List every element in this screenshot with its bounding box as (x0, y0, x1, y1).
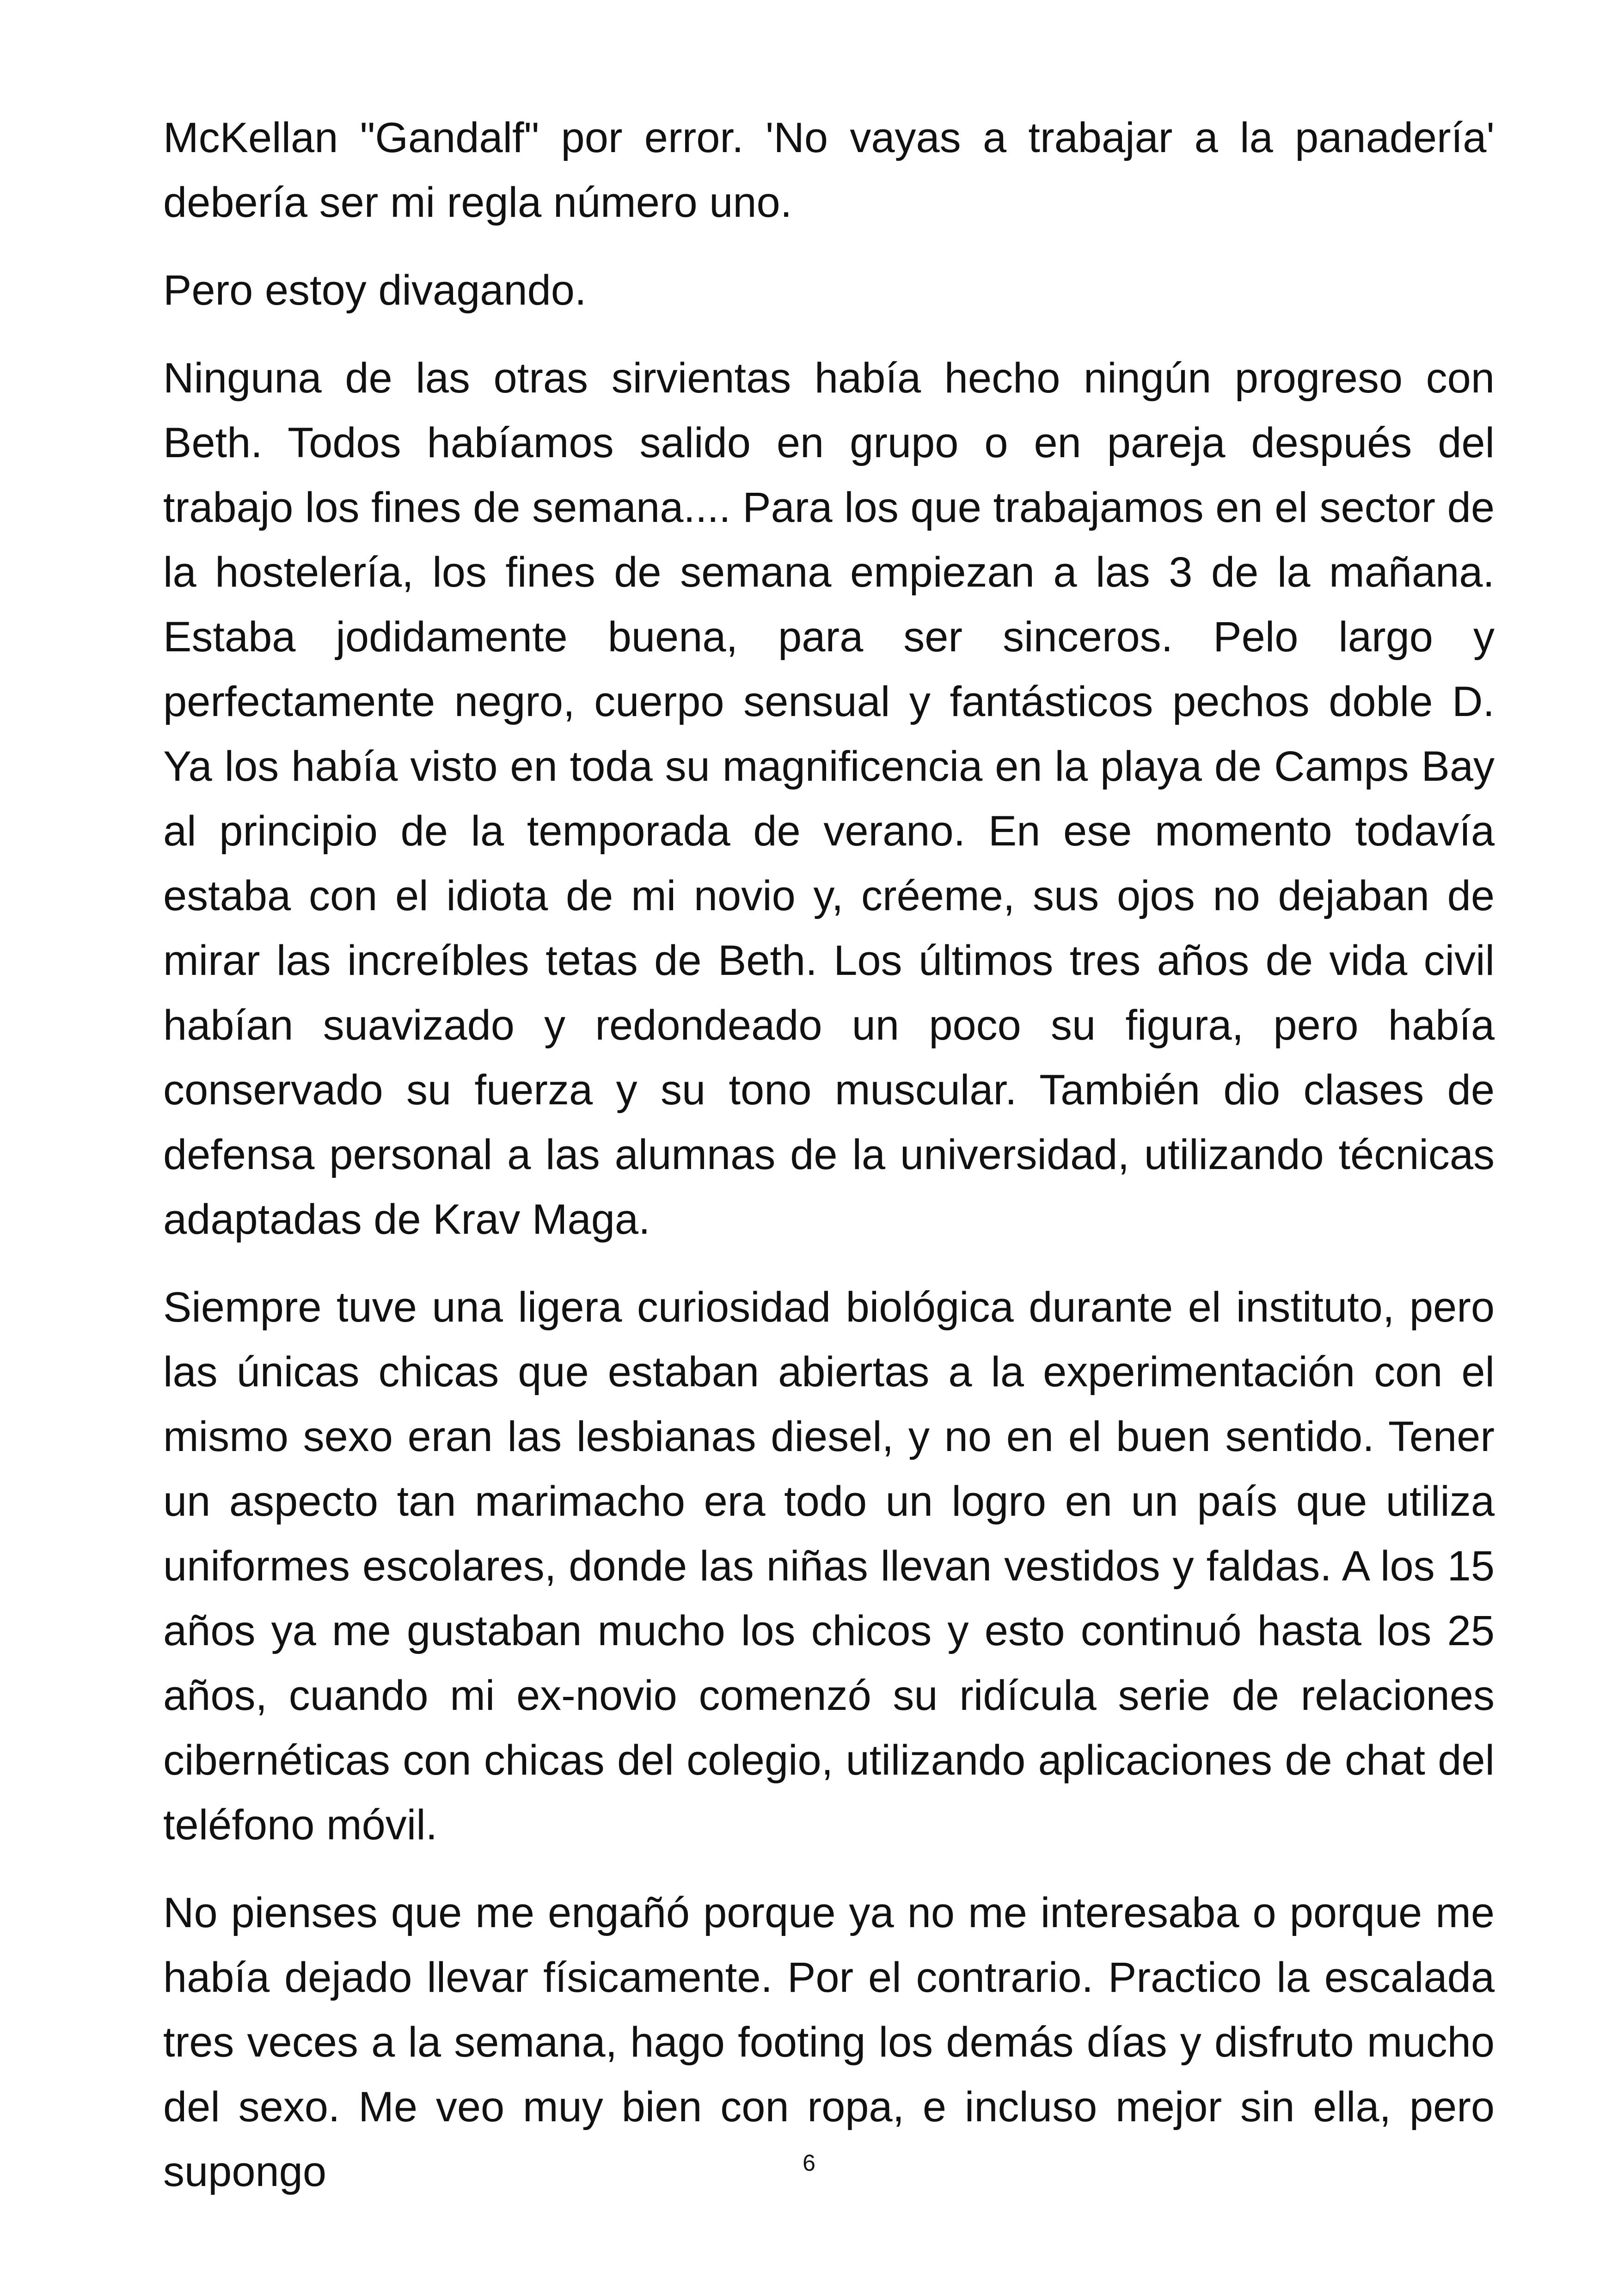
paragraph-4: Siempre tuve una ligera curiosidad biológica durante el instituto, pero las únicas chicas que estaban abiertas a la experimentación con el mismo sexo eran las lesbianas diesel, y no en el buen sentido. Tener un aspecto tan marimacho era todo un logro en un país que utiliza uniformes escolares, donde las niñas llevan vestidos y faldas. A los 15 años ya me gustaban mucho los chicos y esto continuó hasta los 25 años, cuando mi ex-novio comenzó su ridícula serie de relaciones cibernéticas con chicas del colegio, utilizando aplicaciones de chat del teléfono móvil. (163, 1284, 1495, 1849)
page-number: 6 (803, 2150, 815, 2176)
paragraph-2: Pero estoy divagando. (163, 267, 587, 314)
paragraph-5: No pienses que me engañó porque ya no me interesaba o porque me había dejado llevar físicamente. Por el contrario. Practico la escalada tres veces a la semana, hago footing los demás días y disfruto mucho del sexo. Me veo muy bien con ropa, e incluso mejor sin ella, pero supongo (163, 1889, 1495, 2195)
paragraph-1: McKellan "Gandalf" por error. 'No vayas a trabajar a la panadería' debería ser mi regla número uno. (163, 114, 1495, 226)
body-text (163, 105, 1495, 2227)
paragraph-3: Ninguna de las otras sirvientas había hecho ningún progreso con Beth. Todos habíamos salido en grupo o en pareja después del trabajo los fines de semana.... Para los que trabajamos en el sector de la hostelería, los fines de semana empiezan a las 3 de la mañana. Estaba jodidamente buena, para ser sinceros. Pelo largo y perfectamente negro, cuerpo sensual y fantásticos pechos doble D. Ya los había visto en toda su magnificencia en la playa de Camps Bay al principio de la temporada de verano. En ese momento todavía estaba con el idiota de mi novio y, créeme, sus ojos no dejaban de mirar las increíbles tetas de Beth. Los últimos tres años de vida civil habían suavizado y redondeado un poco su figura, pero había conservado su fuerza y su tono muscular. También dio clases de defensa personal a las alumnas de la universidad, utilizando técnicas adaptadas de Krav Maga. (163, 355, 1495, 1243)
